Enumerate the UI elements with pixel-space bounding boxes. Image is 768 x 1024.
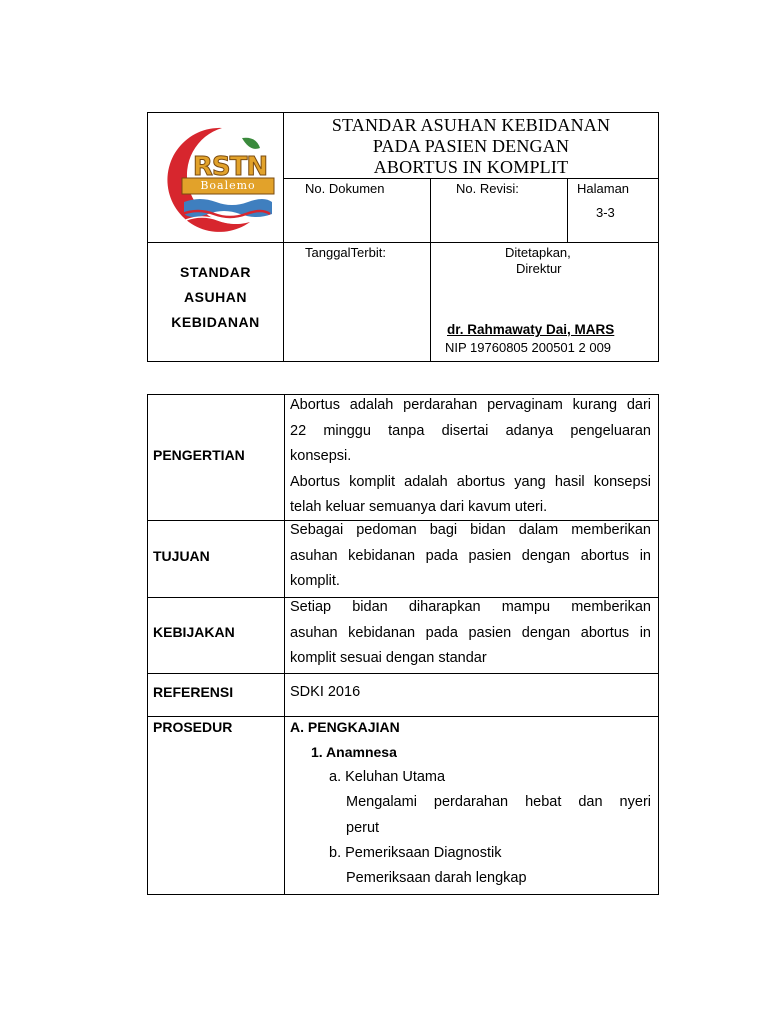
text-line: komplit. bbox=[290, 573, 340, 589]
title-line: PADA PASIEN DENGAN bbox=[372, 136, 570, 156]
hospital-logo bbox=[152, 118, 278, 236]
text-line: Setiap bidan diharapkan mampu memberikan bbox=[290, 599, 651, 615]
no-dokumen-label: No. Dokumen bbox=[305, 181, 385, 196]
label-line: STANDAR bbox=[180, 264, 251, 280]
standar-asuhan-label bbox=[148, 260, 283, 335]
text-line: Sebagai pedoman bagi bidan dalam memberikan bbox=[290, 522, 651, 538]
kebijakan-text bbox=[290, 595, 651, 672]
keluhan-utama-item: a. Keluhan Utama bbox=[329, 769, 446, 785]
direktur-text: Direktur bbox=[516, 261, 562, 276]
text-line: konsepsi. bbox=[290, 448, 352, 464]
tujuan-text bbox=[290, 518, 651, 595]
no-revisi-label: No. Revisi: bbox=[456, 181, 519, 196]
label-line: KEBIDANAN bbox=[171, 314, 260, 330]
prosedur-label: PROSEDUR bbox=[153, 719, 233, 735]
pemeriksaan-diagnostik-desc: Pemeriksaan darah lengkap bbox=[346, 870, 527, 886]
text-line: asuhan kebidanan pada pasien dengan abortus in bbox=[290, 547, 651, 564]
text-line: asuhan kebidanan pada pasien dengan abortus in bbox=[290, 624, 651, 641]
pengertian-text bbox=[290, 393, 651, 521]
logo-subtext: Boalemo bbox=[200, 179, 256, 192]
pengkajian-heading: A. PENGKAJIAN bbox=[290, 719, 400, 735]
nip-text: NIP 19760805 200501 2 009 bbox=[445, 340, 612, 355]
text-line: telah keluar semuanya dari kavum uteri. bbox=[290, 499, 548, 515]
document-title bbox=[286, 115, 656, 178]
text-line: 22 minggu tanpa disertai adanya pengeluaran bbox=[290, 422, 651, 439]
text-line: perut bbox=[346, 819, 380, 836]
referensi-label: REFERENSI bbox=[153, 684, 234, 700]
kebijakan-label: KEBIJAKAN bbox=[153, 624, 235, 640]
pengertian-label: PENGERTIAN bbox=[153, 447, 245, 463]
pemeriksaan-diagnostik-item: b. Pemeriksaan Diagnostik bbox=[329, 845, 502, 861]
tanggal-terbit-label: TanggalTerbit: bbox=[305, 245, 386, 260]
ditetapkan-text: Ditetapkan, bbox=[505, 245, 571, 260]
text-line: Abortus komplit adalah abortus yang hasil konsepsi bbox=[290, 473, 651, 490]
text-line: Abortus adalah perdarahan pervaginam kurang dari bbox=[290, 397, 651, 413]
text-line: komplit sesuai dengan standar bbox=[290, 650, 487, 666]
label-line: ASUHAN bbox=[184, 289, 247, 305]
halaman-label: Halaman bbox=[577, 181, 630, 196]
anamnesa-heading: 1. Anamnesa bbox=[311, 744, 397, 760]
signer-name: dr. Rahmawaty Dai, MARS bbox=[447, 322, 615, 337]
text-line: Mengalami perdarahan hebat dan nyeri bbox=[346, 794, 651, 810]
keluhan-utama-desc bbox=[346, 790, 651, 841]
tujuan-label: TUJUAN bbox=[153, 548, 210, 564]
referensi-value: SDKI 2016 bbox=[290, 684, 361, 700]
title-line: ABORTUS IN KOMPLIT bbox=[373, 157, 569, 177]
title-line: STANDAR ASUHAN KEBIDANAN bbox=[331, 115, 611, 135]
logo-text: RSTN bbox=[192, 152, 268, 182]
halaman-value: 3-3 bbox=[596, 205, 615, 220]
